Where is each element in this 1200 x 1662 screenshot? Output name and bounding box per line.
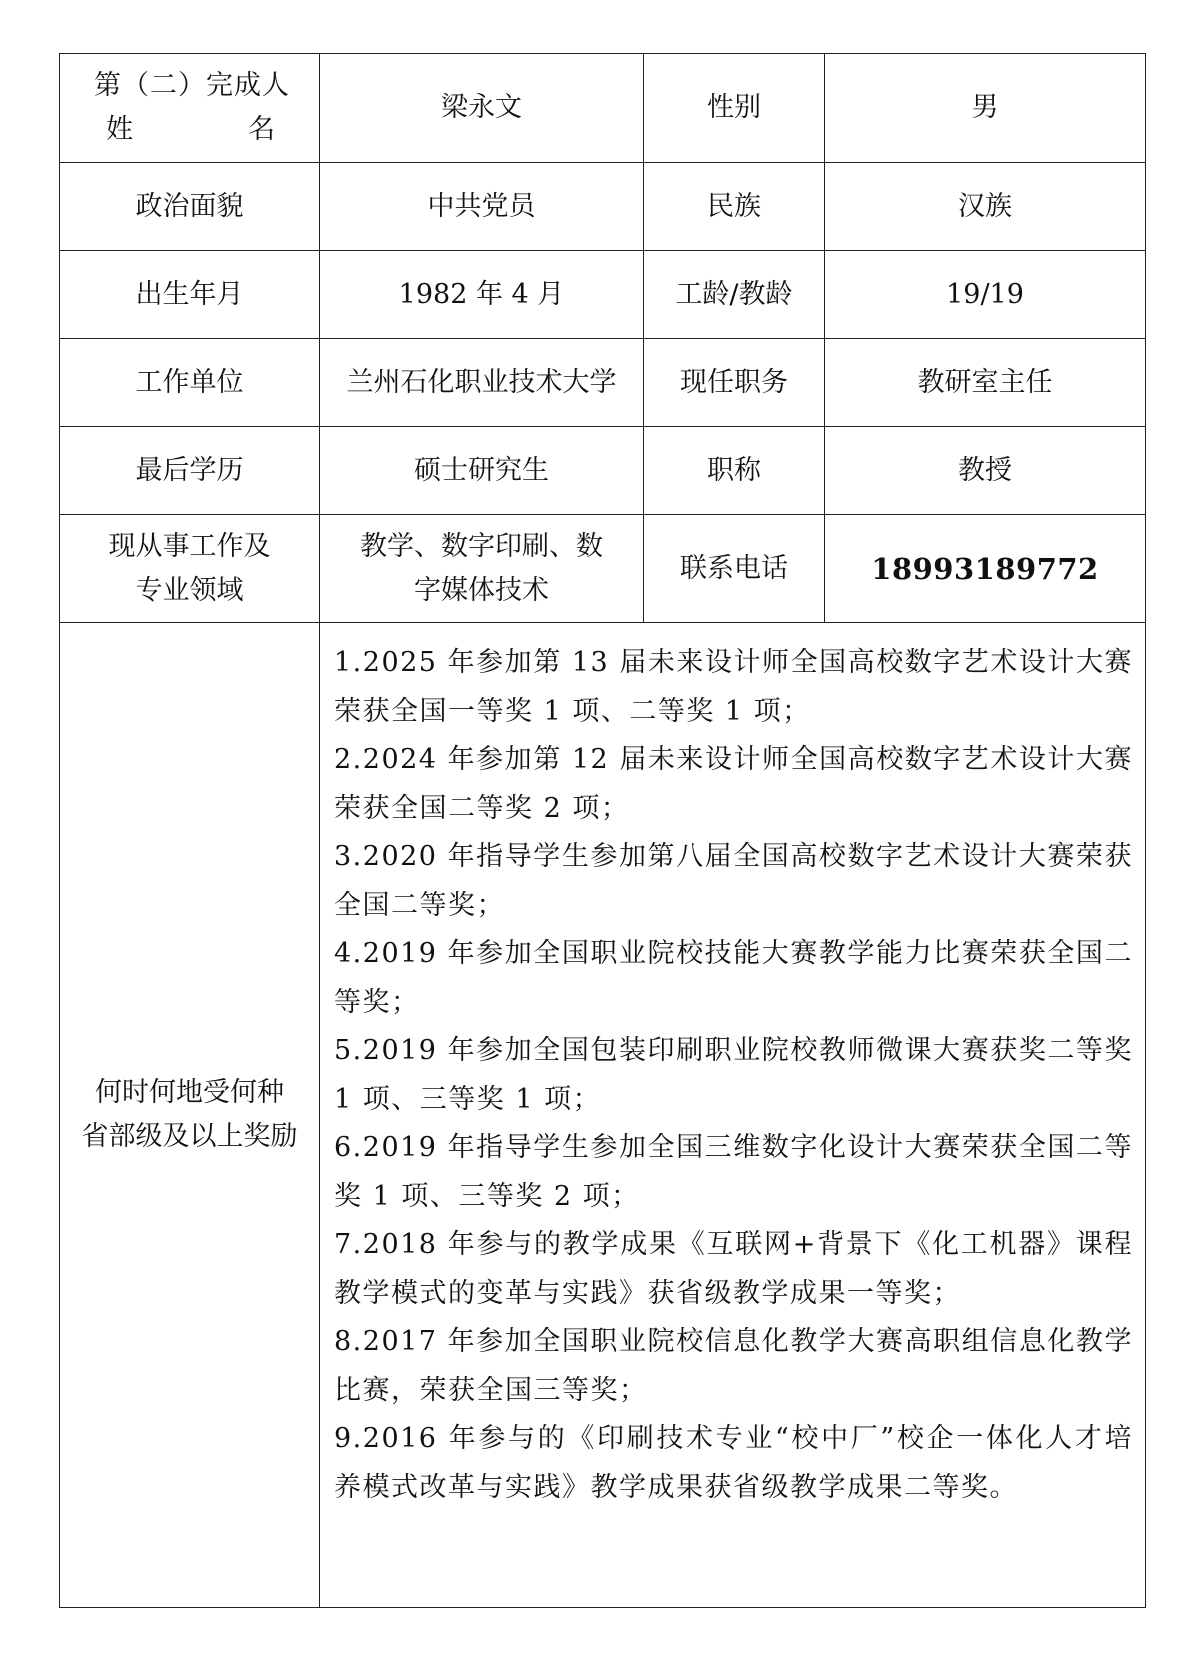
ethnicity-label: 民族 <box>644 163 825 251</box>
table-row <box>60 339 1146 427</box>
table-row <box>60 54 1146 163</box>
table-row <box>60 515 1146 623</box>
position-value: 教研室主任 <box>825 339 1146 427</box>
table-row <box>60 427 1146 515</box>
award-item: 6.2019 年指导学生参加全国三维数字化设计大赛荣获全国二等奖 1 项、三等奖 2 项； <box>334 1132 1133 1212</box>
awards-list <box>320 623 1146 1608</box>
education-label: 最后学历 <box>60 427 320 515</box>
award-form-table <box>59 53 1146 1608</box>
field-label-line2: 专业领域 <box>135 574 244 606</box>
work-years-value: 19/19 <box>825 251 1146 339</box>
ethnicity-value: 汉族 <box>825 163 1146 251</box>
award-item: 3.2020 年指导学生参加第八届全国高校数字艺术设计大赛荣获全国二等奖； <box>334 841 1133 921</box>
gender-label: 性别 <box>644 54 825 163</box>
award-item: 2.2024 年参加第 12 届未来设计师全国高校数字艺术设计大赛荣获全国二等奖 2 项； <box>334 744 1133 824</box>
phone-value: 18993189772 <box>825 515 1146 623</box>
employer-label: 工作单位 <box>60 339 320 427</box>
position-label: 现任职务 <box>644 339 825 427</box>
field-value-cell <box>320 515 644 623</box>
name-label-char-b: 名 <box>248 114 275 145</box>
name-label-line1: 第（二）完成人 <box>94 70 290 101</box>
birth-date-value: 1982 年 4 月 <box>320 251 644 339</box>
political-status-label: 政治面貌 <box>60 163 320 251</box>
awards-label-line2: 省部级及以上奖励 <box>81 1121 298 1152</box>
name-value: 梁永文 <box>320 54 644 163</box>
title-value: 教授 <box>825 427 1146 515</box>
field-label-cell <box>60 515 320 623</box>
gender-value: 男 <box>825 54 1146 163</box>
birth-date-label: 出生年月 <box>60 251 320 339</box>
political-status-value: 中共党员 <box>320 163 644 251</box>
education-value: 硕士研究生 <box>320 427 644 515</box>
field-label-line1: 现从事工作及 <box>108 530 271 562</box>
award-item: 9.2016 年参与的《印刷技术专业“校中厂”校企一体化人才培养模式改革与实践》教学成果获省级教学成果二等奖。 <box>334 1423 1133 1503</box>
name-label-char-a: 姓 <box>106 114 133 145</box>
awards-label-line1: 何时何地受何种 <box>95 1077 284 1108</box>
phone-label: 联系电话 <box>644 515 825 623</box>
field-value-line1: 教学、数字印刷、数 <box>360 530 603 562</box>
award-item: 5.2019 年参加全国包装印刷职业院校教师微课大赛获奖二等奖 1 项、三等奖 1 项； <box>334 1035 1133 1115</box>
work-years-label: 工龄/教龄 <box>644 251 825 339</box>
table-row <box>60 251 1146 339</box>
table-row <box>60 163 1146 251</box>
table-row <box>60 623 1146 1608</box>
title-label: 职称 <box>644 427 825 515</box>
award-item: 8.2017 年参加全国职业院校信息化教学大赛高职组信息化教学比赛，荣获全国三等奖； <box>334 1326 1133 1406</box>
awards-label-cell <box>60 623 320 1608</box>
employer-value: 兰州石化职业技术大学 <box>320 339 644 427</box>
award-item: 7.2018 年参与的教学成果《互联网+背景下《化工机器》课程教学模式的变革与实践》获省级教学成果一等奖； <box>334 1229 1133 1309</box>
award-item: 1.2025 年参加第 13 届未来设计师全国高校数字艺术设计大赛荣获全国一等奖 1 项、二等奖 1 项； <box>334 647 1133 727</box>
award-item: 4.2019 年参加全国职业院校技能大赛教学能力比赛荣获全国二等奖； <box>334 938 1133 1018</box>
field-value-line2: 字媒体技术 <box>414 574 549 606</box>
name-label-cell <box>60 54 320 163</box>
name-label-line2 <box>66 108 313 152</box>
